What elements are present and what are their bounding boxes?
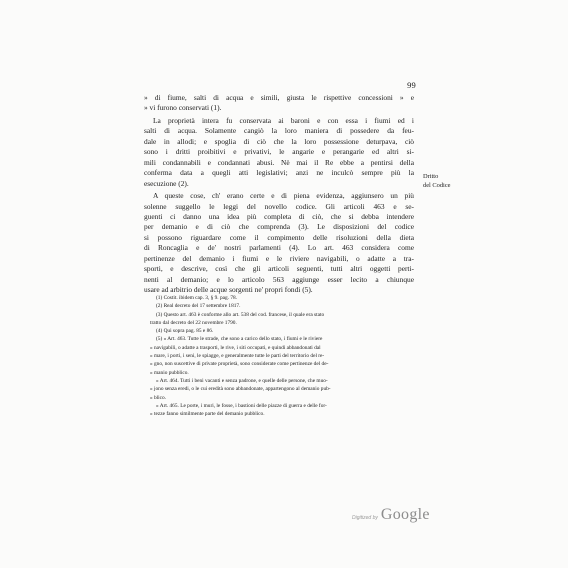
footnote-line: » gno, non suscettive di private proprietà, sono considerate come pertinenze del de- [150, 361, 329, 368]
footnote-line: » navigabili, o adatte a trasporti, le rive, i siti occupati, e quindi abbandonati dal [150, 344, 321, 351]
margin-note-line: Dritto [423, 173, 439, 180]
body-text [144, 93, 414, 296]
text-line: guenti ci danno una idea più completa di ciò, che si debba intendere [144, 211, 414, 221]
footnote-line: » jono senza eredi, o le cui eredità sono abbandonate, appartengono al demanio pub- [150, 386, 331, 393]
text-line: conferma data a quegli atti legislativi; anzi ne inculcò sempre più la [144, 168, 414, 178]
footnote-line: tratto dal decreto del 22 novembre 1790. [150, 319, 237, 326]
text-line: salti di acqua. Solamente cangiò la loro maniera di possedere da feu- [144, 126, 414, 136]
page-number: 99 [407, 80, 416, 90]
footnote-7 [150, 402, 412, 419]
footnote-line: » tezze fanno similmente parte del demanio pubblico. [150, 411, 265, 418]
text-line: A queste cose, ch' erano certe e di piena evidenza, aggiunsero un più [153, 191, 414, 201]
text-line: sporti, e descrive, così che gli articoli seguenti, tutti altri oggetti perti- [144, 264, 414, 274]
footnote-line: (3) Questo art. 463 è conforme allo art. 538 del cod. francese, il quale era stato [156, 311, 325, 318]
text-line: usare ad arbitrio delle acque sorgenti ne' propri fondi (5). [144, 285, 313, 295]
footnote-line: » Art. 464. Tutti i beni vacanti e senza padrone, e quelle delle persone, che muo- [156, 377, 328, 384]
text-line: si possono riguardare come il compimento delle risoluzioni della dieta [144, 232, 414, 242]
footnote-1: (1) Costit. ibidem cap. 3, § 9. pag. 78. [156, 295, 238, 301]
paragraph-3 [144, 191, 414, 296]
text-line: sono i dritti proibitivi e privativi, le angarie e perangarie ed altri si- [144, 147, 414, 157]
digitized-watermark [352, 506, 430, 524]
footnote-5 [150, 335, 412, 376]
text-line: » di fiume, salti di acqua e simili, giusta le rispettive concessioni » e [144, 93, 414, 102]
text-line: nenti al demanio; e lo articolo 563 aggiunge esser lecito a chiunque [144, 274, 414, 284]
text-line: dale in allodi; e spoglia di ciò che la loro possessione deturpava, ciò [144, 136, 414, 146]
footnote-6 [150, 377, 412, 402]
text-line: La proprietà intera fu conservata ai baroni e con essa i fiumi ed i [153, 115, 414, 125]
paragraph-1 [144, 93, 414, 114]
footnote-line: » manio pubblico. [150, 369, 189, 376]
footnotes [150, 294, 412, 418]
google-logo: Google [380, 506, 430, 523]
text-line: esecuzione (2). [144, 178, 189, 188]
watermark-prefix: Digitized by [352, 515, 378, 521]
footnote-line: » Art. 465. Le porte, i muri, le fosse, i bastioni delle piazze di guerra e delle for- [156, 402, 327, 409]
paragraph-2 [144, 116, 414, 189]
text-line: mili condannabili e condannati abusi. Nè mai il Re ebbe a pentirsi della [144, 157, 414, 167]
footnote-line: » blico. [150, 394, 167, 401]
footnote-4: (4) Qui sopra pag. 85 e 86. [156, 328, 214, 335]
text-line: solenne suggello le leggi del novello codice. Gli articoli 463 e se- [144, 201, 414, 211]
text-line: di Roncaglia e de' nostri parlamenti (4). Lo art. 463 considera come [144, 243, 414, 253]
footnote-line: (5) » Art. 463. Tutte le strade, che sono a carico dello stato, i fiumi e le riviere [156, 336, 323, 343]
footnote-2: (2) Real decreto del 17 settembre 1817. [156, 303, 241, 310]
footnote-line: » mare, i porti, i seni, le spiagge, e generalmente tutte le parti del territorio del re- [150, 353, 325, 360]
margin-note-line: del Codice [423, 181, 451, 189]
footnote-3 [150, 311, 412, 328]
text-line: pertinenze del demanio i fiumi e le riviere navigabili, o adatte a tra- [144, 253, 414, 263]
margin-note [423, 173, 463, 190]
text-line: per demanio e di ciò che comprenda (3). Le disposizioni del codice [144, 222, 414, 232]
text-line: » vi furono conservati (1). [144, 103, 222, 113]
